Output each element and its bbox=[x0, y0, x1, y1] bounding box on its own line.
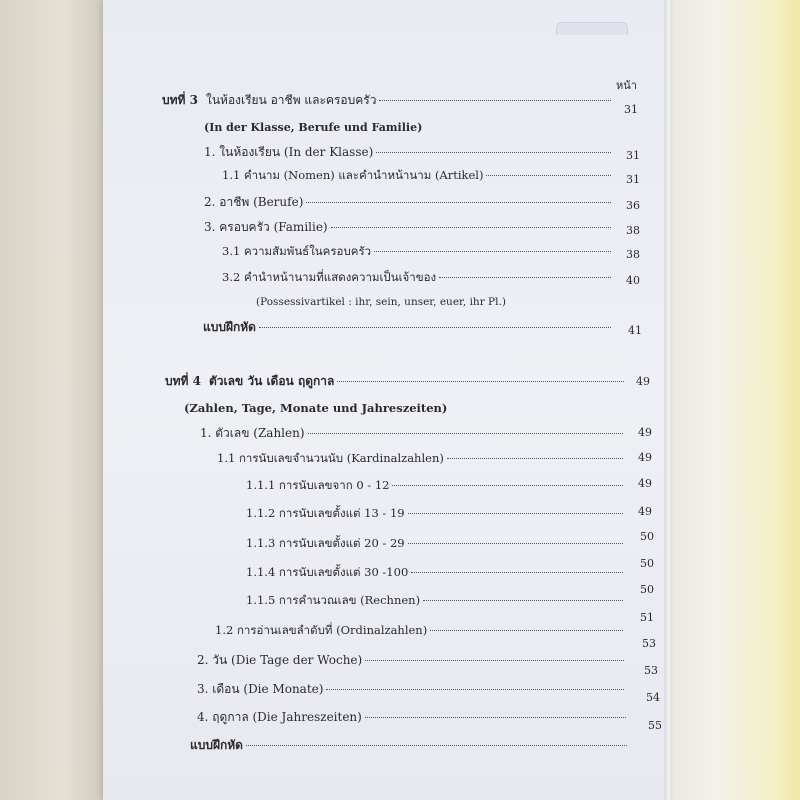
chapter-4-page: 49 bbox=[636, 375, 650, 388]
toc-entry-page: 31 bbox=[626, 173, 640, 186]
toc-entry-page: 49 bbox=[638, 426, 652, 439]
toc-entry: 1.1.4 การนับเลขตั้งแต่ 30 -100 bbox=[246, 565, 626, 579]
toc-entry-page: 51 bbox=[640, 611, 654, 624]
toc-entry-page: 41 bbox=[628, 324, 642, 337]
toc-entry: 2. วัน (Die Tage der Woche) bbox=[197, 653, 627, 667]
toc-entry: 1.1.3 การนับเลขตั้งแต่ 20 - 29 bbox=[246, 536, 626, 550]
chapter-4-exercise: แบบฝึกหัด bbox=[190, 738, 630, 752]
toc-entry-page: 50 bbox=[640, 557, 654, 570]
chapter-3-label: บทที่ 3 bbox=[162, 93, 198, 107]
chapter-4-subtitle: (Zahlen, Tage, Monate und Jahreszeiten) bbox=[184, 401, 448, 415]
toc-entry-page: 49 bbox=[638, 451, 652, 464]
chapter-3-heading bbox=[162, 93, 614, 107]
toc-entry: 3.1 ความสัมพันธ์ในครอบครัว bbox=[222, 244, 614, 258]
toc-entry-page: 55 bbox=[648, 719, 662, 732]
chapter-4-label: บทที่ 4 bbox=[165, 374, 201, 388]
toc-entry: 1.1.1 การนับเลขจาก 0 - 12 bbox=[246, 478, 626, 492]
toc-entry-page: 53 bbox=[644, 664, 658, 677]
toc-entry: 1.1 คำนาม (Nomen) และคำนำหน้านาม (Artikel) bbox=[222, 168, 614, 182]
leader-dots bbox=[379, 100, 611, 101]
toc-entry-page: 53 bbox=[642, 637, 656, 650]
toc-entry-page: 54 bbox=[646, 691, 660, 704]
leader-dots bbox=[337, 381, 624, 382]
toc-entry: 1.1.5 การคำนวณเลข (Rechnen) bbox=[246, 593, 626, 607]
page-column-header: หน้า bbox=[616, 79, 637, 92]
toc-entry-page: 36 bbox=[626, 199, 640, 212]
toc-entry: 1.2 การอ่านเลขลำดับที่ (Ordinalzahlen) bbox=[215, 623, 626, 637]
chapter-4-title: ตัวเลข วัน เดือน ฤดูกาล bbox=[208, 374, 335, 388]
possessive-note: (Possessivartikel : ihr, sein, unser, euer, ihr Pl.) bbox=[256, 296, 506, 308]
toc-entry-page: 40 bbox=[626, 274, 640, 287]
chapter-3-exercise: แบบฝึกหัด bbox=[203, 320, 614, 334]
toc-entry: 4. ฤดูกาล (Die Jahreszeiten) bbox=[197, 710, 629, 724]
toc-entry: 2. อาชีพ (Berufe) bbox=[204, 195, 614, 209]
chapter-3-title: ในห้องเรียน อาชีพ และครอบครัว bbox=[205, 93, 377, 107]
chapter-3-subtitle: (In der Klasse, Berufe und Familie) bbox=[204, 121, 423, 134]
toc-entry: 1.1.2 การนับเลขตั้งแต่ 13 - 19 bbox=[246, 506, 626, 520]
chapter-3-page: 31 bbox=[624, 103, 638, 116]
toc-entry: 3.2 คำนำหน้านามที่แสดงความเป็นเจ้าของ bbox=[222, 270, 614, 284]
toc-entry: 1. ในห้องเรียน (In der Klasse) bbox=[204, 145, 614, 159]
toc-entry-page: 49 bbox=[638, 505, 652, 518]
toc-entry-page: 49 bbox=[638, 477, 652, 490]
toc-entry-page: 50 bbox=[640, 530, 654, 543]
toc-entry-page: 38 bbox=[626, 248, 640, 261]
toc-entry: 3. ครอบครัว (Familie) bbox=[204, 220, 614, 234]
toc-entry-page: 31 bbox=[626, 149, 640, 162]
toc-entry: 1. ตัวเลข (Zahlen) bbox=[200, 426, 626, 440]
toc-entry-page: 38 bbox=[626, 224, 640, 237]
toc-entry: 3. เดือน (Die Monate) bbox=[197, 682, 627, 696]
chapter-4-heading bbox=[165, 374, 627, 388]
toc-entry-page: 50 bbox=[640, 583, 654, 596]
toc-entry: 1.1 การนับเลขจำนวนนับ (Kardinalzahlen) bbox=[217, 451, 626, 465]
